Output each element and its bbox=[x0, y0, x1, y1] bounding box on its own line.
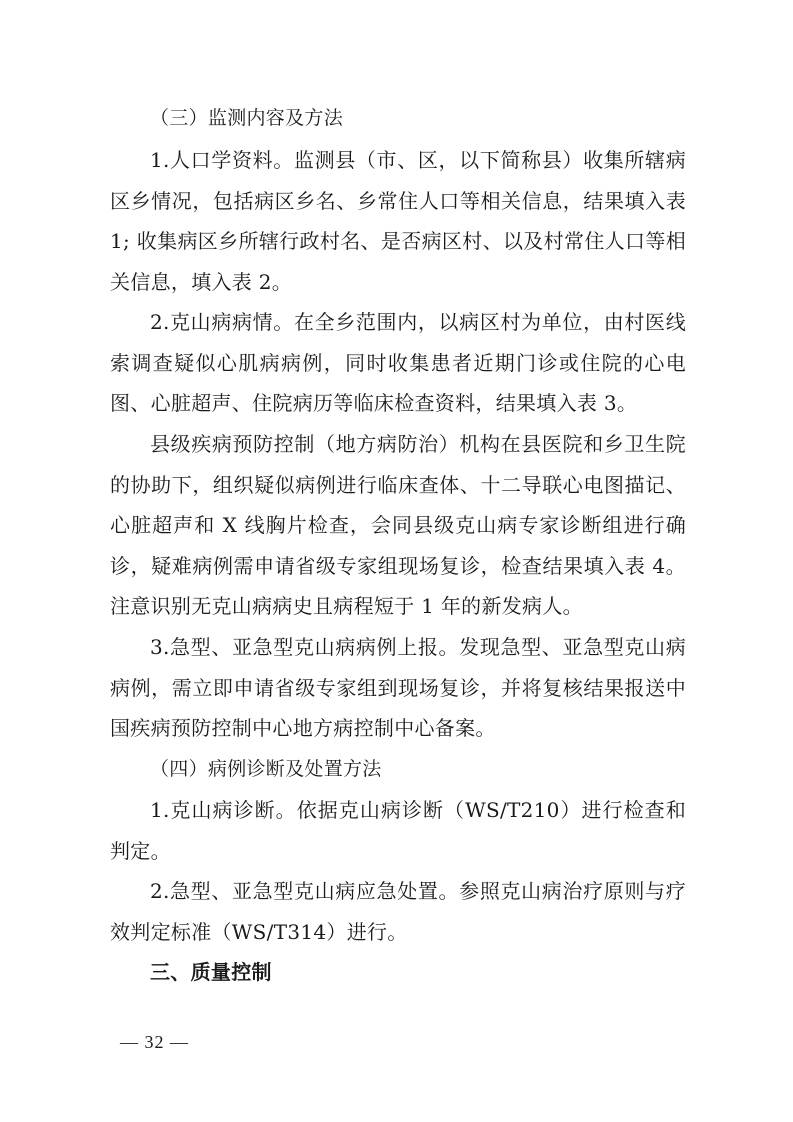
paragraph-county-cdc-diagnosis: 县级疾病预防控制（地方病防治）机构在县医院和乡卫生院的协助下，组织疑似病例进行临床查体、十二导联心电图描记、心脏超声和 X 线胸片检查，会同县级克山病专家诊断组进行确诊，疑难病例需申请省级专家组现场复诊，检查结果填入表 4。注意识别无克山病病史且病程短于 1 年的新发病人。 bbox=[110, 432, 686, 618]
paragraph-acute-case-reporting: 3.急型、亚急型克山病病例上报。发现急型、亚急型克山病病例，需立即申请省级专家组到现场复诊，并将复核结果报送中国疾病预防控制中心地方病控制中心备案。 bbox=[110, 635, 686, 740]
paragraph-keshan-diagnosis: 1.克山病诊断。依据克山病诊断（WS/T210）进行检查和判定。 bbox=[110, 798, 686, 863]
section-heading-diagnosis-treatment: （四）病例诊断及处置方法 bbox=[150, 758, 382, 780]
paragraph-demographic-data: 1.人口学资料。监测县（市、区，以下简称县）收集所辖病区乡情况，包括病区乡名、乡常住人口等相关信息，结果填入表 1; 收集病区乡所辖行政村名、是否病区村、以及村常住人口等相关信息，填入表 2。 bbox=[110, 148, 686, 294]
section-heading-quality-control: 三、质量控制 bbox=[150, 960, 272, 984]
paragraph-emergency-treatment: 2.急型、亚急型克山病应急处置。参照克山病治疗原则与疗效判定标准（WS/T314）进行。 bbox=[110, 879, 686, 944]
paragraph-keshan-disease-status: 2.克山病病情。在全乡范围内，以病区村为单位，由村医线索调查疑似心肌病病例，同时收集患者近期门诊或住院的心电图、心脏超声、住院病历等临床检查资料，结果填入表 3。 bbox=[110, 310, 686, 415]
section-heading-monitoring-methods: （三）监测内容及方法 bbox=[150, 107, 344, 129]
page-number: — 32 — bbox=[120, 1032, 189, 1052]
